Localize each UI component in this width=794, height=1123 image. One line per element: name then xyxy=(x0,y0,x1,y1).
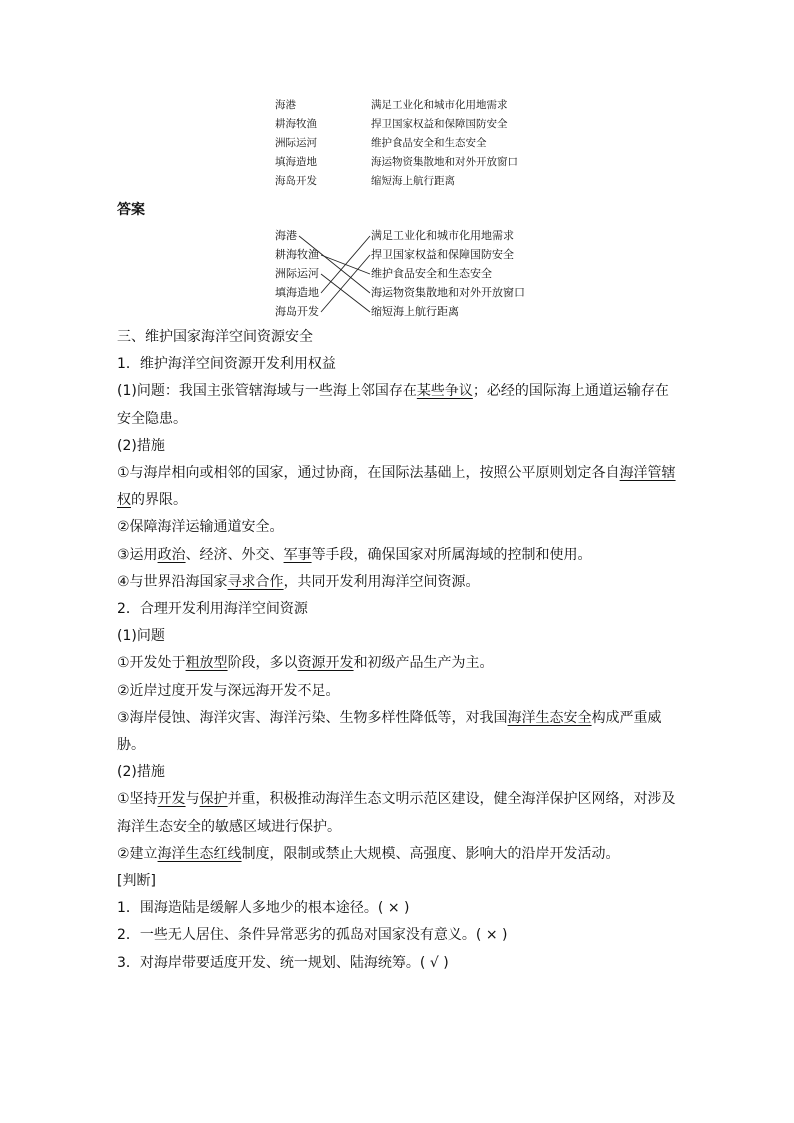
connector-line xyxy=(321,255,370,312)
judge-item: 2．一些无人居住、条件异常恶劣的孤岛对国家没有意义。( × ) xyxy=(117,927,508,944)
match-right-item: 海运物资集散地和对外开放窗口 xyxy=(371,156,518,168)
answer-right-item: 捍卫国家权益和保障国防安全 xyxy=(371,248,514,261)
paragraph: (2)措施 xyxy=(117,437,165,454)
connector-line xyxy=(321,274,370,312)
match-left-item: 海港 xyxy=(275,99,296,111)
match-right-item: 满足工业化和城市化用地需求 xyxy=(371,99,508,111)
judge-title: [判断] xyxy=(117,873,156,890)
match-right-item: 捍卫国家权益和保障国防安全 xyxy=(371,118,508,130)
answer-right-item: 缩短海上航行距离 xyxy=(371,305,459,318)
connector-line xyxy=(321,236,370,293)
answer-left-item: 海岛开发 xyxy=(275,305,319,318)
match-row xyxy=(275,115,518,134)
paragraph: ①开发处于粗放型阶段，多以资源开发和初级产品生产为主。 xyxy=(117,655,494,672)
paragraph: ①坚持开发与保护并重，积极推动海洋生态文明示范区建设，健全海洋保护区网络，对涉及海洋生态安全的敏感区域进行保护。 xyxy=(117,791,676,835)
paragraph: ③运用政治、经济、外交、军事等手段，确保国家对所属海域的控制和使用。 xyxy=(117,546,592,563)
answer-right-item: 满足工业化和城市化用地需求 xyxy=(371,229,514,242)
subsection-title: 1．维护海洋空间资源开发利用权益 xyxy=(117,356,336,373)
paragraph: (1)问题 xyxy=(117,628,165,645)
matching-table xyxy=(275,96,518,191)
paragraph: ①与海岸相向或相邻的国家，通过协商，在国际法基础上，按照公平原则划定各自海洋管辖权的界限。 xyxy=(117,465,676,509)
answer-label: 答案 xyxy=(117,202,145,218)
match-row xyxy=(275,153,518,172)
subsection-title: 2．合理开发利用海洋空间资源 xyxy=(117,601,308,618)
section-title: 三、维护国家海洋空间资源安全 xyxy=(117,329,313,345)
match-right-item: 维护食品安全和生态安全 xyxy=(371,137,487,149)
answer-right-item: 海运物资集散地和对外开放窗口 xyxy=(371,286,525,299)
paragraph: ②保障海洋运输通道安全。 xyxy=(117,519,284,536)
answer-left-item: 洲际运河 xyxy=(275,267,319,280)
answer-left-item: 海港 xyxy=(275,229,297,242)
answer-left-item: 填海造地 xyxy=(275,286,319,299)
main-content xyxy=(117,324,682,977)
match-right-item: 缩短海上航行距离 xyxy=(371,175,455,187)
paragraph: ②近岸过度开发与深远海开发不足。 xyxy=(117,682,340,699)
judge-item: 3．对海岸带要适度开发、统一规划、陆海统筹。( √ ) xyxy=(117,954,449,971)
paragraph: ④与世界沿海国家寻求合作，共同开发利用海洋空间资源。 xyxy=(117,573,480,590)
match-row xyxy=(275,134,518,153)
paragraph: ②建立海洋生态红线制度，限制或禁止大规模、高强度、影响大的沿岸开发活动。 xyxy=(117,845,620,862)
match-left-item: 填海造地 xyxy=(275,156,317,168)
answer-right-column xyxy=(371,226,525,321)
judge-item: 1．围海造陆是缓解人多地少的根本途径。( × ) xyxy=(117,900,410,917)
paragraph: (1)问题：我国主张管辖海域与一些海上邻国存在某些争议；必经的国际海上通道运输存在安全隐患。 xyxy=(117,383,669,427)
match-left-item: 海岛开发 xyxy=(275,175,317,187)
answer-diagram xyxy=(275,226,555,321)
answer-right-item: 维护食品安全和生态安全 xyxy=(371,267,492,280)
match-left-item: 耕海牧渔 xyxy=(275,118,317,130)
paragraph: (2)措施 xyxy=(117,764,165,781)
match-row xyxy=(275,172,518,191)
match-left-item: 洲际运河 xyxy=(275,137,317,149)
match-row xyxy=(275,96,518,115)
answer-left-item: 耕海牧渔 xyxy=(275,248,319,261)
paragraph: ③海岸侵蚀、海洋灾害、海洋污染、生物多样性降低等，对我国海洋生态安全构成严重威胁。 xyxy=(117,709,662,754)
